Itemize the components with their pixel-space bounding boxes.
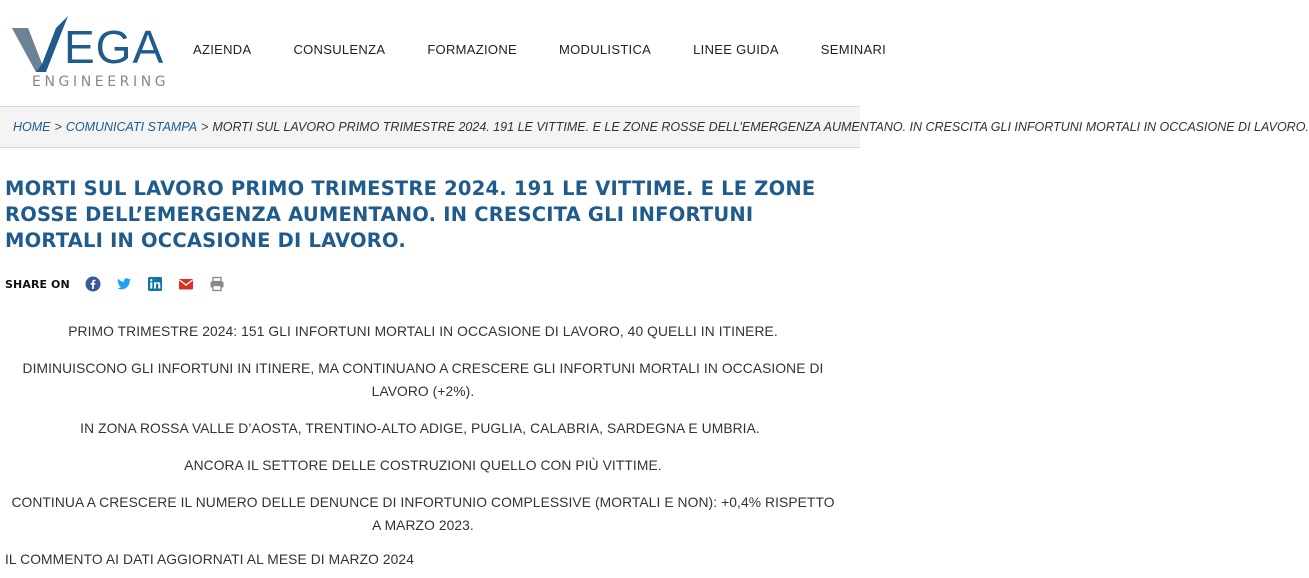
article-paragraph: CONTINUA A CRESCERE IL NUMERO DELLE DENUNCE DI INFORTUNIO COMPLESSIVE (MORTALI E NON): +0,4% RISPETTO A MARZO 2023. <box>11 495 835 533</box>
share-bar <box>5 275 239 293</box>
nav-item-seminari[interactable]: SEMINARI <box>820 42 887 57</box>
breadcrumb-home-link[interactable]: HOME <box>13 120 51 134</box>
nav-item-formazione[interactable]: FORMAZIONE <box>427 42 517 57</box>
nav-item-consulenza[interactable]: CONSULENZA <box>293 42 386 57</box>
vega-engineering-logo[interactable] <box>12 16 170 92</box>
breadcrumb <box>13 120 1309 134</box>
page-title: MORTI SUL LAVORO PRIMO TRIMESTRE 2024. 191 LE VITTIME. E LE ZONE ROSSE DELL’EMERGENZA AUMENTANO. IN CRESCITA GLI INFORTUNI MORTALI IN OCCASIONE DI LAVORO. <box>5 177 816 252</box>
article-paragraph: IN ZONA ROSSA VALLE D’AOSTA, TRENTINO-ALTO ADIGE, PUGLIA, CALABRIA, SARDEGNA E UMBRIA. <box>80 421 760 436</box>
nav-item-linee-guida[interactable]: LINEE GUIDA <box>693 42 779 57</box>
comment-heading: IL COMMENTO AI DATI AGGIORNATI AL MESE DI MARZO 2024 <box>5 552 414 567</box>
main-nav <box>172 42 907 57</box>
article-paragraph: ANCORA IL SETTORE DELLE COSTRUZIONI QUELLO CON PIÙ VITTIME. <box>184 458 662 473</box>
logo-subtitle: ENGINEERING <box>32 74 170 90</box>
breadcrumb-bar <box>0 106 1309 148</box>
breadcrumb-comunicati-link[interactable]: COMUNICATI STAMPA <box>65 120 198 134</box>
breadcrumb-separator: > <box>201 120 209 134</box>
article-paragraph: DIMINUISCONO GLI INFORTUNI IN ITINERE, MA CONTINUANO A CRESCERE GLI INFORTUNI MORTALI IN OCCASIONE DI LAVORO (+2%). <box>22 361 824 399</box>
nav-item-azienda[interactable]: AZIENDA <box>193 42 252 57</box>
nav-item-modulistica[interactable]: MODULISTICA <box>558 42 652 57</box>
linkedin-icon[interactable] <box>146 275 164 293</box>
site-header <box>0 0 887 106</box>
breadcrumb-separator: > <box>54 120 62 134</box>
email-icon[interactable] <box>177 275 195 293</box>
twitter-icon[interactable] <box>115 275 133 293</box>
logo-wordmark <box>12 16 164 72</box>
share-label: SHARE ON <box>5 277 70 291</box>
facebook-icon[interactable] <box>84 275 102 293</box>
logo-v-mark-icon <box>12 16 70 72</box>
logo-text: EGA <box>64 21 165 73</box>
print-icon[interactable] <box>208 275 226 293</box>
article-paragraph: PRIMO TRIMESTRE 2024: 151 GLI INFORTUNI MORTALI IN OCCASIONE DI LAVORO, 40 QUELLI IN ITINERE. <box>68 324 778 339</box>
breadcrumb-current: MORTI SUL LAVORO PRIMO TRIMESTRE 2024. 191 LE VITTIME. E LE ZONE ROSSE DELL’EMERGENZA AUMENTANO. IN CRESCITA GLI INFORTUNI MORTALI IN OCCASIONE DI LAVORO. <box>212 120 1309 134</box>
